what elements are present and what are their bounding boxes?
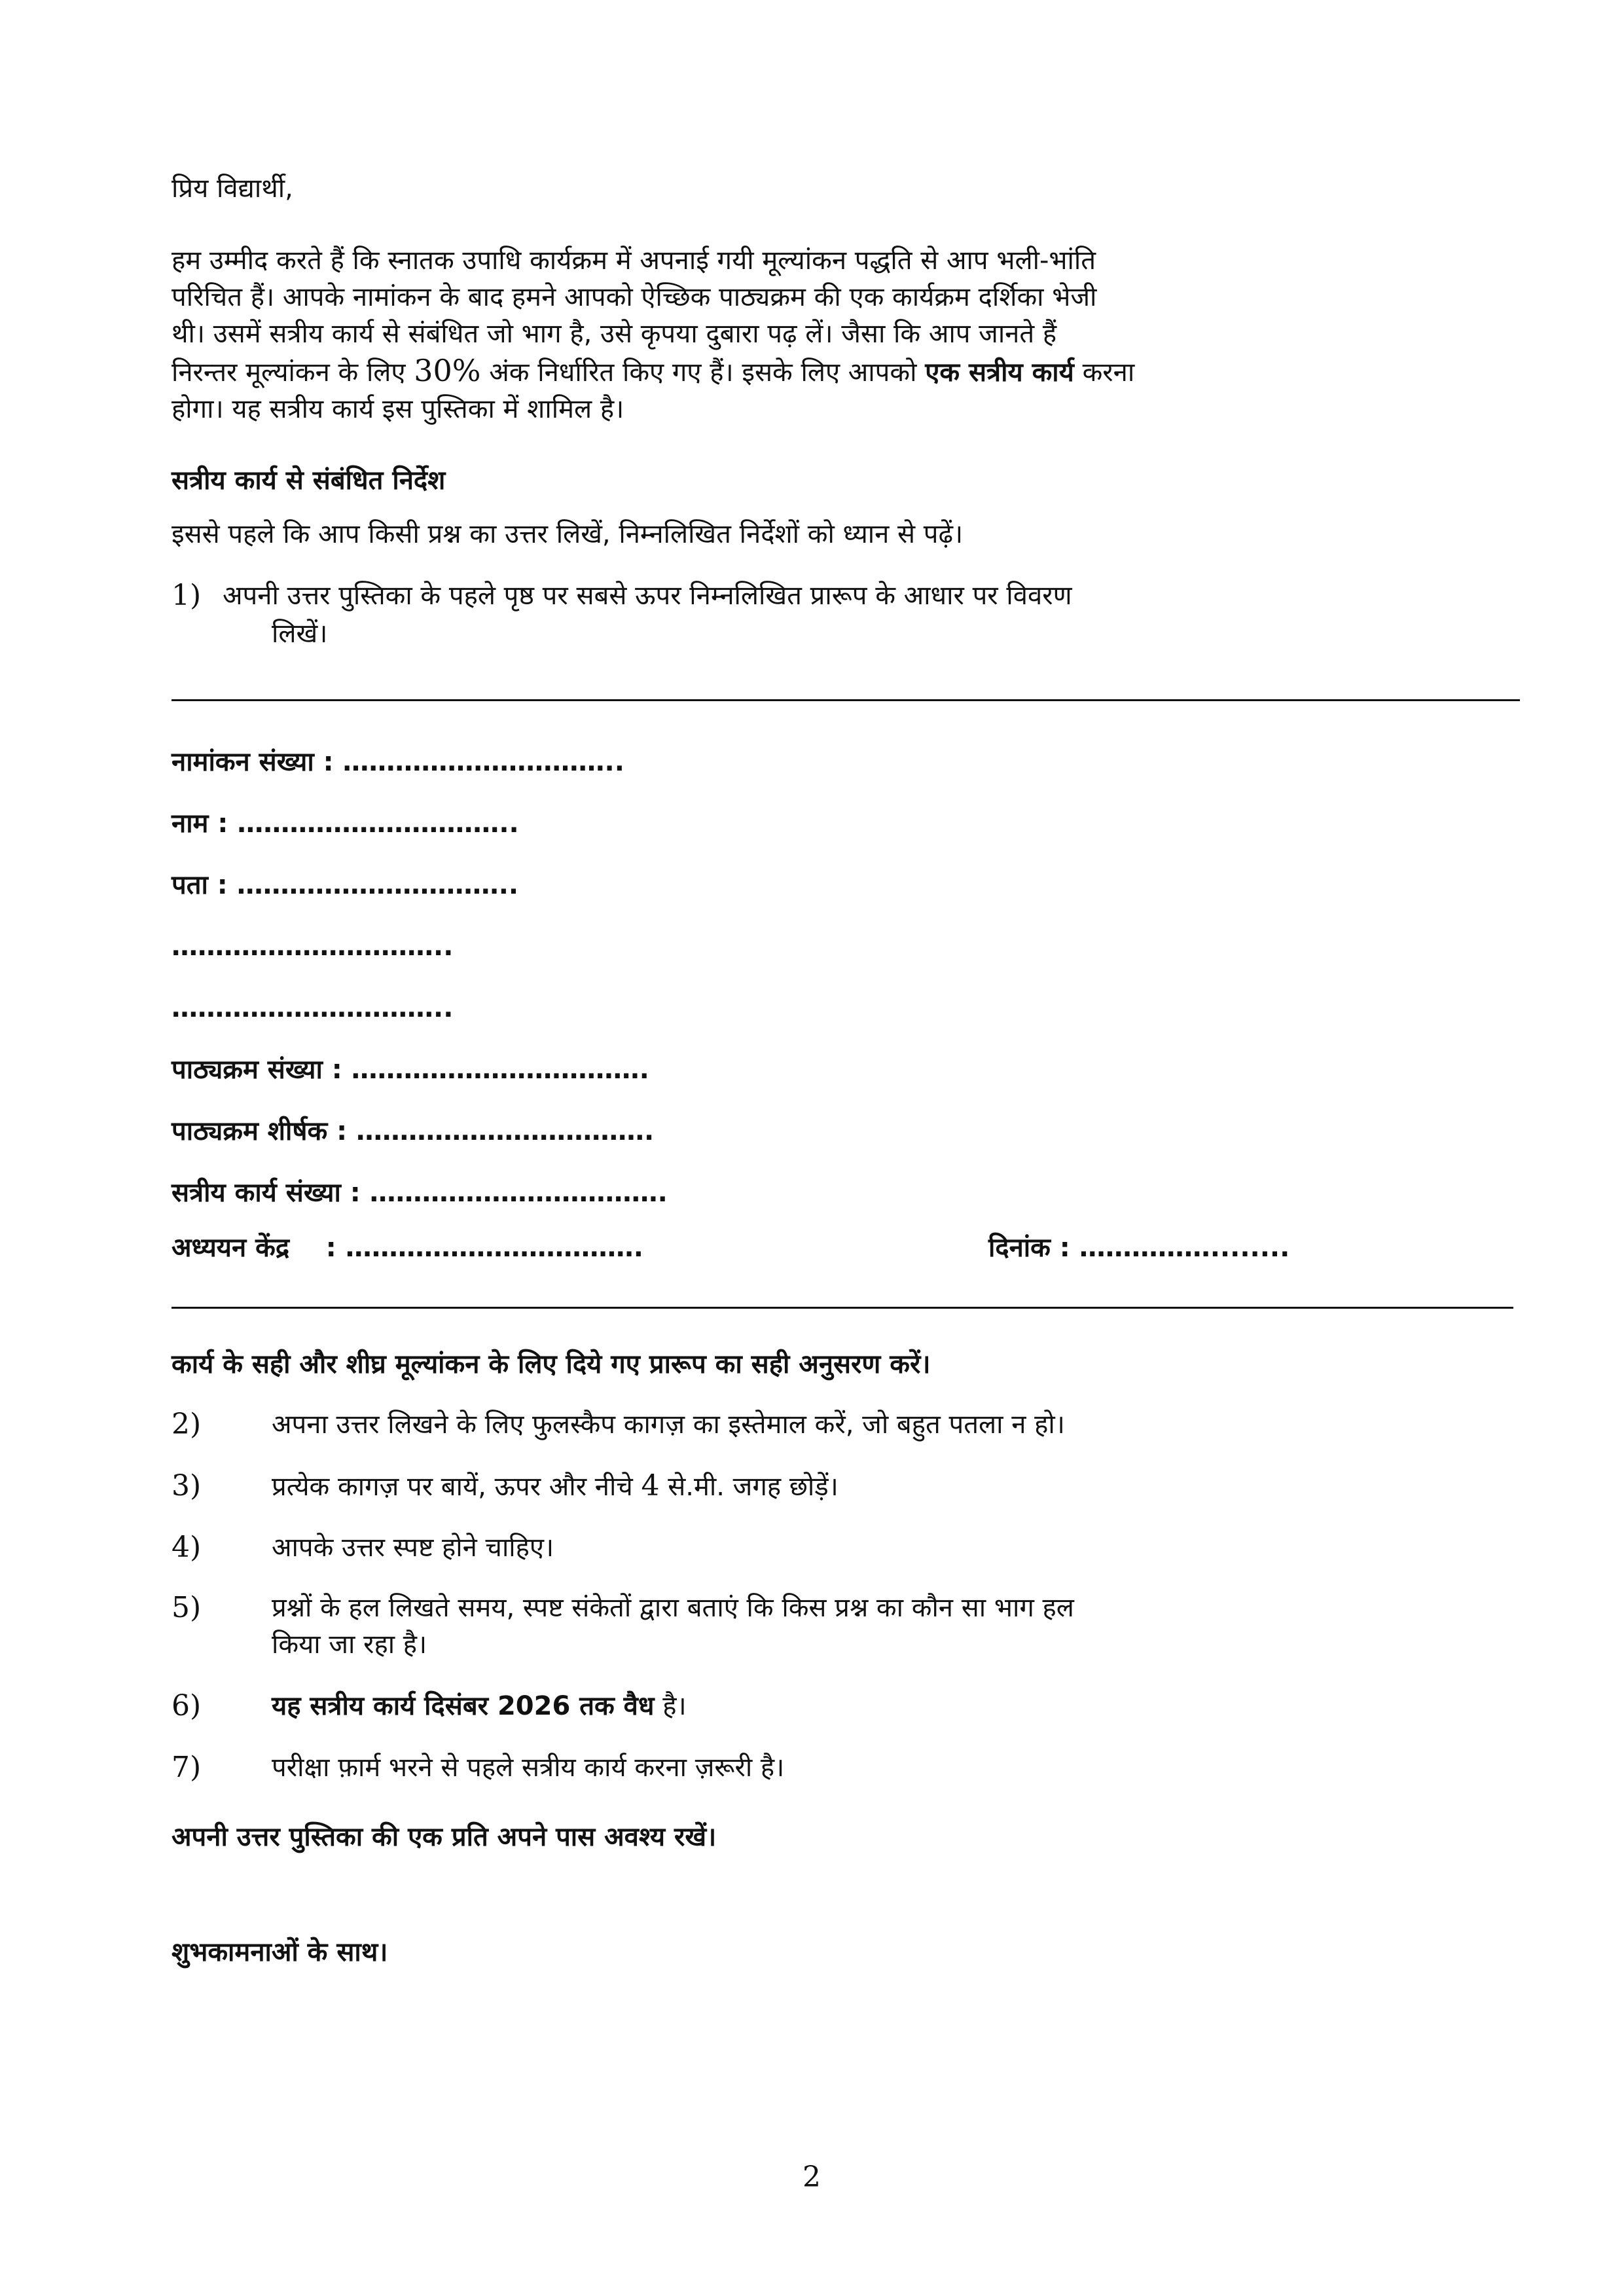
address-line-3-field: ………………………….. <box>171 993 454 1023</box>
address-field: पता : ………………………….. <box>171 870 519 900</box>
form-top-divider <box>171 699 1520 701</box>
item-5-line-1: प्रश्नों के हल लिखते समय, स्पष्ट संकेतों द्वारा बताएं कि किस प्रश्न का कौन सा भाग हल <box>272 1593 1074 1623</box>
greeting: प्रिय विद्यार्थी, <box>171 173 293 204</box>
validity-emphasis: यह सत्रीय कार्य दिसंबर 2026 तक वैध <box>272 1691 655 1721</box>
item-4-number: 4) <box>171 1531 202 1564</box>
study-centre-field: अध्ययन केंद्र : ……………………………. <box>171 1233 643 1263</box>
course-code-field: पाठ्यक्रम संख्या : ……………………………. <box>171 1055 649 1085</box>
item-7-text: परीक्षा फ़ार्म भरने से पहले सत्रीय कार्य करना ज़रूरी है। <box>272 1753 785 1783</box>
item-1-line-1: अपनी उत्तर पुस्तिका के पहले पृष्ठ पर सबसे ऊपर निम्नलिखित प्रारूप के आधार पर विवरण <box>223 581 1072 611</box>
intro-line-5: होगा। यह सत्रीय कार्य इस पुस्तिका में शामिल है। <box>171 394 624 424</box>
follow-format-note: कार्य के सही और शीघ्र मूल्यांकन के लिए दिये गए प्रारूप का सही अनुसरण करें। <box>171 1349 931 1379</box>
intro-paragraph <box>171 242 1416 428</box>
course-title-field: पाठ्यक्रम शीर्षक : ……………………………. <box>171 1116 655 1146</box>
intro-line-4: निरन्तर मूल्यांकन के लिए 30% अंक निर्धारित किए गए हैं। इसके लिए आपको एक सत्रीय कार्य करना <box>171 353 1135 388</box>
item-1-line-2: लिखें। <box>272 619 328 649</box>
item-6-number: 6) <box>171 1689 202 1722</box>
item-3-number: 3) <box>171 1469 202 1503</box>
address-line-2-field: ………………………….. <box>171 932 454 962</box>
item-1-number: 1) <box>171 579 202 612</box>
item-5-number: 5) <box>171 1591 202 1624</box>
enrolment-number-field: नामांकन संख्या : ………………………….. <box>171 747 624 777</box>
item-5-line-2: किया जा रहा है। <box>272 1630 427 1660</box>
item-6-text: यह सत्रीय कार्य दिसंबर 2026 तक वैध है। <box>272 1691 687 1721</box>
intro-line-3: थी। उसमें सत्रीय कार्य से संबंधित जो भाग है, उसे कृपया दुबारा पढ़ लें। जैसा कि आप जानते हैं <box>171 319 1057 349</box>
page-number: 2 <box>803 2160 821 2194</box>
percentage-value: 30% <box>414 353 481 388</box>
closing-greeting: शुभकामनाओं के साथ। <box>171 1937 388 1967</box>
intro-line-2: परिचित हैं। आपके नामांकन के बाद हमने आपको ऐच्छिक पाठ्यक्रम की एक कार्यक्रम दर्शिका भेजी <box>171 282 1097 312</box>
keep-copy-note: अपनी उत्तर पुस्तिका की एक प्रति अपने पास अवश्य रखें। <box>171 1822 717 1852</box>
item-4-text: आपके उत्तर स्पष्ट होने चाहिए। <box>272 1533 554 1563</box>
one-assignment-emphasis: एक सत्रीय कार्य <box>925 357 1074 388</box>
item-3-text: प्रत्येक कागज़ पर बायें, ऊपर और नीचे 4 से.मी. जगह छोड़ें। <box>272 1469 839 1503</box>
item-7-number: 7) <box>171 1751 202 1784</box>
date-field: दिनांक : ……………........ <box>988 1233 1290 1263</box>
name-field: नाम : ………………………….. <box>171 809 519 839</box>
assignment-code-field: सत्रीय कार्य संख्या : ……………………………. <box>171 1178 668 1208</box>
form-bottom-divider <box>171 1307 1513 1309</box>
intro-line-1: हम उम्मीद करते हैं कि स्नातक उपाधि कार्यक्रम में अपनाई गयी मूल्यांकन पद्धति से आप भली-भांति <box>171 246 1096 276</box>
instructions-intro: इससे पहले कि आप किसी प्रश्न का उत्तर लिखें, निम्नलिखित निर्देशों को ध्यान से पढ़ें। <box>171 519 964 549</box>
instructions-heading: सत्रीय कार्य से संबंधित निर्देश <box>171 465 446 496</box>
item-2-text: अपना उत्तर लिखने के लिए फुलस्कैप कागज़ का इस्तेमाल करें, जो बहुत पतला न हो। <box>272 1410 1065 1440</box>
item-2-number: 2) <box>171 1408 202 1441</box>
